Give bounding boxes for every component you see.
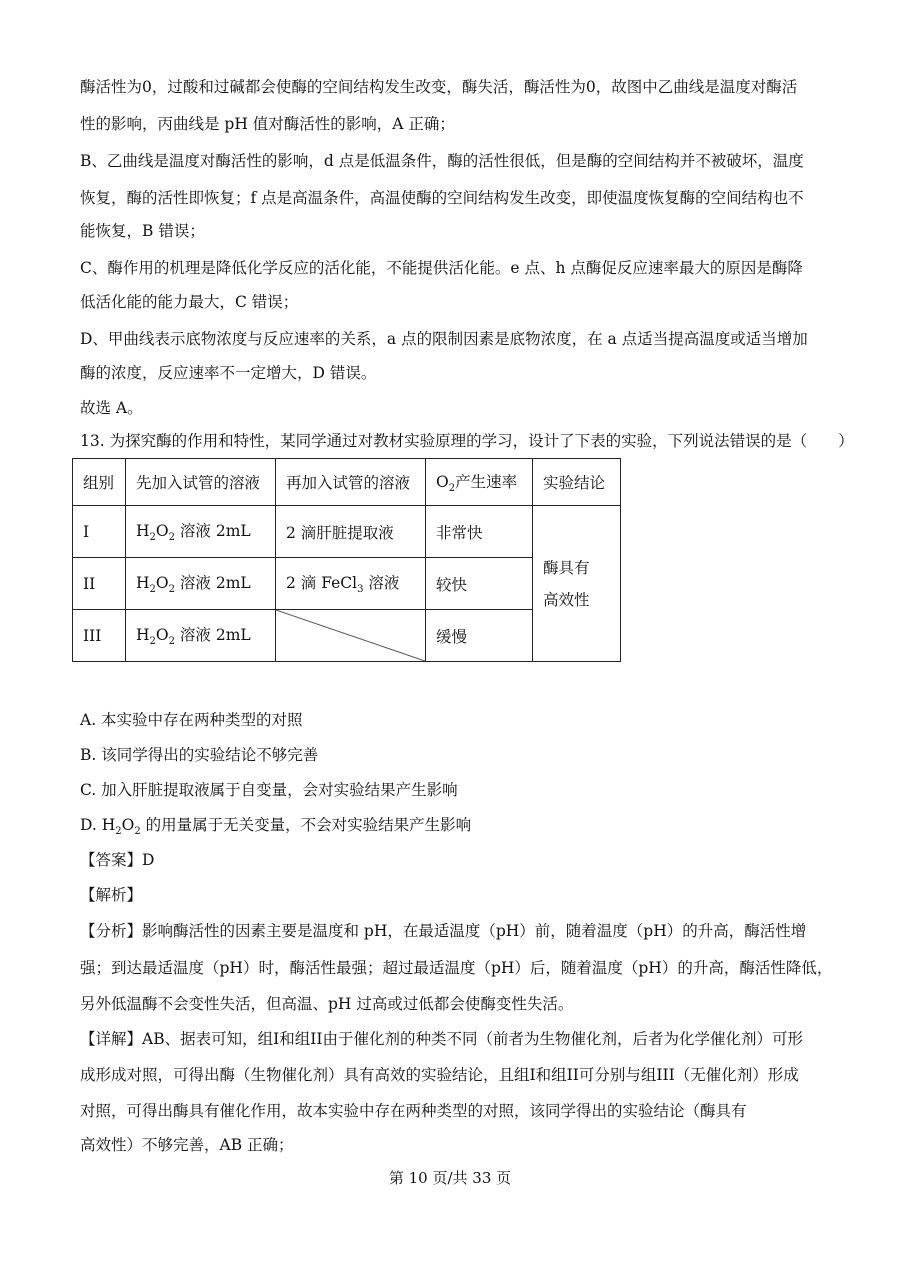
header-conclusion: 实验结论 [533,459,621,506]
text-line: 【详解】AB、据表可知，组I和组II由于催化剂的种类不同（前者为生物催化剂，后者为化学催化剂）可形 [80,1030,803,1048]
text-line: C、酶作用的机理是降低化学反应的活化能，不能提供活化能。e 点、h 点酶促反应速率最大的原因是酶降 [80,259,803,277]
header-o2-rate: $O_2$产生速率 [426,459,533,506]
text-line: B、乙曲线是温度对酶活性的影响，d 点是低温条件，酶的活性很低，但是酶的空间结构并不被破坏，温度 [80,152,804,170]
text-line: 恢复，酶的活性即恢复；f 点是高温条件，高温使酶的空间结构发生改变，即使温度恢复酶的空间结构也不 [80,189,804,207]
text-line: 对照，可得出酶具有催化作用，故本实验中存在两种类型的对照，该同学得出的实验结论（酶具有 [80,1102,747,1120]
rate-cell: 较快 [426,558,533,610]
question-13-stem: 13. 为探究酶的作用和特性，某同学通过对教材实验原理的学习，设计了下表的实验，下列说法错误的是（ ） [80,432,854,450]
second-solution-cell: 2 滴 FeCl$_3$ 溶液 [276,558,426,610]
experiment-table [72,458,621,662]
option-a: A. 本实验中存在两种类型的对照 [80,711,303,729]
group-cell: I [73,506,126,558]
rate-cell: 非常快 [426,506,533,558]
text-line: 酶的浓度，反应速率不一定增大，D 错误。 [80,364,377,382]
text-line: D、甲曲线表示底物浓度与反应速率的关系，a 点的限制因素是底物浓度，在 a 点适当提高温度或适当增加 [80,330,808,348]
text-line: 低活化能的能力最大，C 错误； [80,293,299,311]
table-header-row [73,459,621,506]
option-b: B. 该同学得出的实验结论不够完善 [80,746,319,764]
first-solution-cell: $H_2O_2$ 溶液 2mL [126,610,276,662]
empty-diagonal-cell [276,610,426,662]
conclusion-cell: 酶具有 高效性 [533,506,621,662]
text-line: 性的影响，丙曲线是 pH 值对酶活性的影响，A 正确； [80,115,455,133]
text-line: 强；到达最适温度（pH）时，酶活性最强；超过最适温度（pH）后，随着温度（pH）的升高，酶活性降低， [80,959,833,977]
header-second-solution: 再加入试管的溶液 [276,459,426,506]
diagonal-line [276,610,425,661]
group-cell: II [73,558,126,610]
text-line: 【分析】影响酶活性的因素主要是温度和 pH，在最适温度（pH）前，随着温度（pH）的升高，酶活性增 [80,922,807,940]
page-footer: 第 10 页/共 33 页 [388,1169,512,1187]
first-solution-cell: $H_2O_2$ 溶液 2mL [126,506,276,558]
text-line: 能恢复，B 错误； [80,222,205,240]
table-row [73,506,621,558]
option-d: D. $H_2O_2$ 的用量属于无关变量，不会对实验结果产生影响 [80,816,472,838]
text-line: 故选 A。 [80,399,143,417]
text-line: 成形成对照，可得出酶（生物催化剂）具有高效的实验结论，且组I和组II可分别与组III（无催化剂）形成 [80,1066,799,1084]
text-line: 另外低温酶不会变性失活，但高温、pH 过高或过低都会使酶变性失活。 [80,995,574,1013]
second-solution-cell: 2 滴肝脏提取液 [276,506,426,558]
header-group: 组别 [73,459,126,506]
group-cell: III [73,610,126,662]
answer: 【答案】D [80,851,155,869]
header-first-solution: 先加入试管的溶液 [126,459,276,506]
first-solution-cell: $H_2O_2$ 溶液 2mL [126,558,276,610]
option-c: C. 加入肝脏提取液属于自变量，会对实验结果产生影响 [80,781,458,799]
analysis-label: 【解析】 [80,886,143,904]
text-line: 酶活性为0，过酸和过碱都会使酶的空间结构发生改变，酶失活，酶活性为0，故图中乙曲线是温度对酶活 [80,78,798,96]
text-line: 高效性）不够完善，AB 正确； [80,1136,294,1154]
rate-cell: 缓慢 [426,610,533,662]
